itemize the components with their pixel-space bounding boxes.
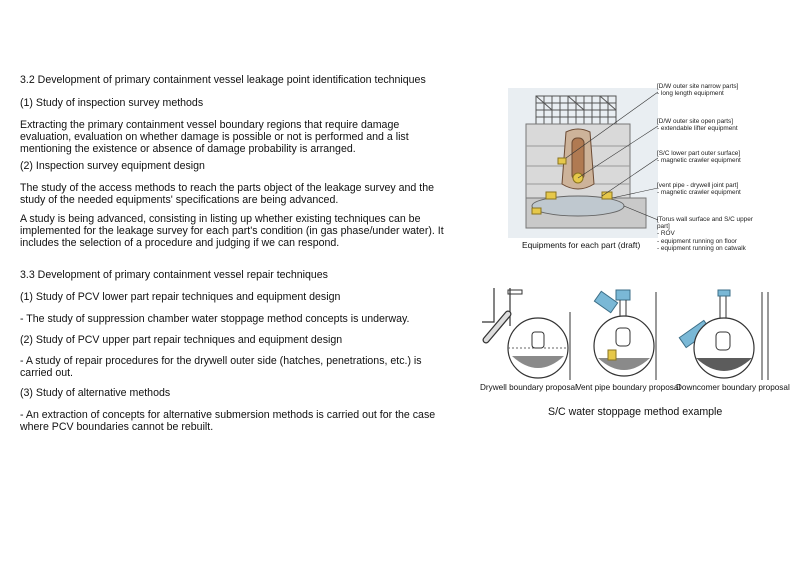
section-3-3-1-heading: (1) Study of PCV lower part repair techniques and equipment design — [20, 291, 341, 303]
callout-dw-narrow: [D/W outer site narrow parts] - long length equipment — [657, 83, 739, 98]
section-3-2-1-heading: (1) Study of inspection survey methods — [20, 97, 204, 109]
section-3-2-2-body-2: A study is being advanced, consisting in listing up whether existing techniques can be implemented for the leakage survey for each part's condition (in gas phase/under water). It includes the selection of a procedure and judging if we can respond. — [20, 213, 444, 249]
figure1-caption: Equipments for each part (draft) — [522, 240, 641, 250]
drywell-boundary-caption: Drywell boundary proposal — [480, 383, 577, 392]
section-3-2-heading: 3.2 Development of primary containment vessel leakage point identification techniques — [20, 74, 426, 86]
callout-dw-open: [D/W outer site open parts] - extendable lifter equipment — [657, 118, 738, 133]
section-3-2-2-body-1: The study of the access methods to reach the parts object of the leakage survey and the study of the needed equipments' specifications are being advanced. — [20, 182, 434, 206]
downcomer-boundary-sketch — [676, 288, 782, 382]
drywell-boundary-sketch — [474, 282, 584, 382]
section-3-2-1-body: Extracting the primary containment vessel boundary regions that require damage evaluation, evaluation on whether damage is possible or not is performed and a list mentioning the existence or absence of damage probability is arranged. — [20, 119, 409, 155]
vent-pipe-boundary-sketch — [590, 288, 670, 382]
callout-sc-lower: [S/C lower part outer surface] - magnetic crawler equipment — [657, 150, 741, 165]
section-3-3-heading: 3.3 Development of primary containment vessel repair techniques — [20, 269, 328, 281]
section-3-3-3-heading: (3) Study of alternative methods — [20, 387, 171, 399]
section-3-2-2-heading: (2) Inspection survey equipment design — [20, 160, 205, 172]
callout-vent-pipe: [vent pipe - drywell joint part] - magnetic crawler equipment — [657, 182, 741, 197]
section-3-3-2-body: - A study of repair procedures for the drywell outer side (hatches, penetrations, etc.) is carried out. — [20, 355, 422, 379]
section-3-3-3-body: - An extraction of concepts for alternative submersion methods is carried out for the case where PCV boundaries cannot be rebuilt. — [20, 409, 436, 433]
downcomer-boundary-caption: Downcomer boundary proposal — [676, 383, 790, 392]
callout-torus-wall: [Torus wall surface and S/C upper part] - ROV - equipment running on floor - equipment running on catwalk — [657, 216, 753, 252]
section-3-3-1-body: - The study of suppression chamber water stoppage method concepts is underway. — [20, 313, 410, 325]
vent-pipe-boundary-caption: Vent pipe boundary proposal — [576, 383, 681, 392]
section-3-3-2-heading: (2) Study of PCV upper part repair techniques and equipment design — [20, 334, 343, 346]
reactor-building-illustration — [508, 88, 658, 238]
figure2-title: S/C water stoppage method example — [548, 406, 723, 418]
